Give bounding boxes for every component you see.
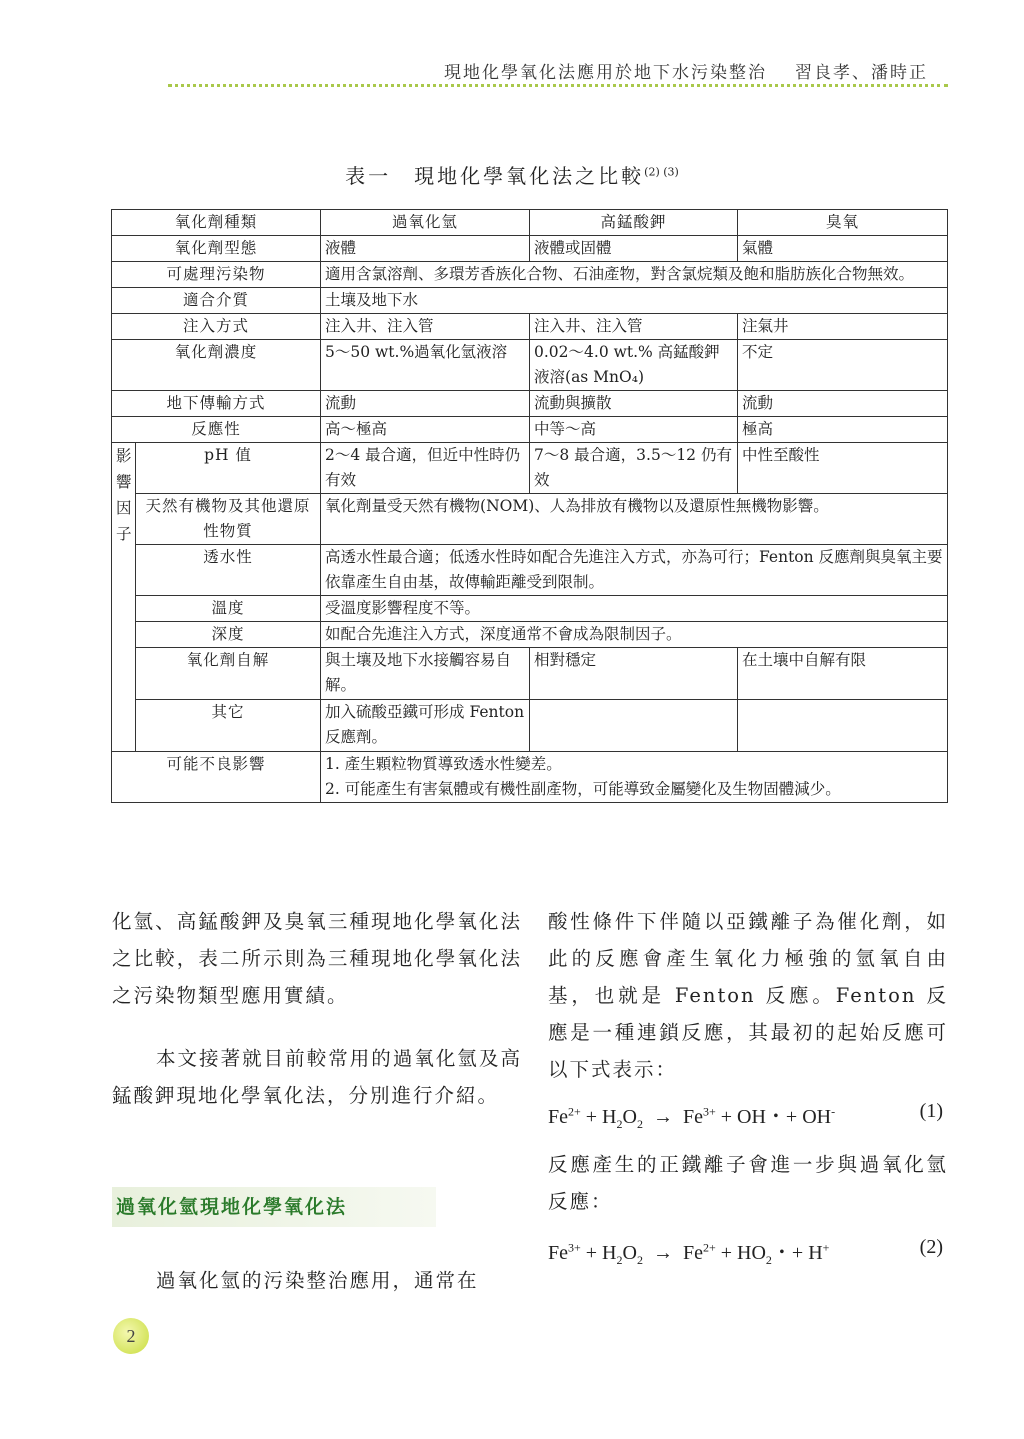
table-row: 溫度 受溫度影響程度不等。 <box>112 596 948 622</box>
left-column <box>112 903 522 1114</box>
adverse-item: 2. 可能產生有害氣體或有機性副產物，可能導致金屬變化及生物固體減少。 <box>325 780 841 798</box>
page-number: 2 <box>113 1318 149 1354</box>
adverse-item: 1. 產生顆粒物質導致透水性變差。 <box>325 755 562 773</box>
paragraph: 化氫、高錳酸鉀及臭氧三種現地化學氧化法之比較，表二所示則為三種現地化學氧化法之污染物類型應用實績。 <box>112 910 522 1007</box>
comparison-table <box>111 209 948 803</box>
table-row: 注入方式 注入井、注入管 注入井、注入管 注氣井 <box>112 314 948 340</box>
table-row: 氧化劑種類 過氧化氫 高錳酸鉀 臭氧 <box>112 210 948 236</box>
equation-number: (2) <box>919 1236 943 1258</box>
table-row: 透水性 高透水性最合適；低透水性時如配合先進注入方式，亦為可行；Fenton 反應劑與臭氧主要依靠產生自由基，故傳輸距離受到限制。 <box>112 545 948 596</box>
equation-number: (1) <box>919 1100 943 1122</box>
table-row: 氧化劑自解 與土壤及地下水接觸容易自解。 相對穩定 在土壤中自解有限 <box>112 648 948 700</box>
running-header <box>444 58 928 83</box>
paragraph: 酸性條件下伴隨以亞鐵離子為催化劑，如此的反應會產生氧化力極強的氫氧自由基，也就是 Fenton 反應。Fenton 反應是一種連鎖反應，其最初的起始反應可以下式表示： <box>548 910 948 1081</box>
paragraph: 本文接著就目前較常用的過氧化氫及高錳酸鉀現地化學氧化法，分別進行介紹。 <box>112 1047 522 1107</box>
section-heading: 過氧化氫現地化學氧化法 <box>112 1187 436 1227</box>
factor-label: 影 響 因 子 <box>112 443 136 752</box>
table-row: 適合介質 土壤及地下水 <box>112 288 948 314</box>
header-authors: 習良孝、潘時正 <box>795 63 928 83</box>
right-column-continued <box>548 1146 948 1220</box>
header-divider <box>168 84 948 87</box>
table-row: 其它 加入硫酸亞鐵可形成 Fenton 反應劑。 <box>112 700 948 752</box>
equation-2: $Fe^{3+} + H_2O_2 \to Fe^{2+} + HO_2$・+ H+ (2) <box>548 1236 943 1267</box>
table-row: 地下傳輸方式 流動 流動與擴散 流動 <box>112 391 948 417</box>
table-row: 可處理污染物 適用含氯溶劑、多環芳香族化合物、石油產物，對含氯烷類及飽和脂肪族化合物無效。 <box>112 262 948 288</box>
left-column-continued <box>112 1262 522 1299</box>
table-row: 可能不良影響 1. 產生顆粒物質導致透水性變差。 2. 可能產生有害氣體或有機性副產物，可能導致金屬變化及生物固體減少。 <box>112 752 948 803</box>
table-row: 影 響 因 子 pH 值 2～4 最合適，但近中性時仍有效 7～8 最合適，3.5～12 仍有效 中性至酸性 <box>112 443 948 494</box>
table-row: 天然有機物及其他還原性物質 氧化劑量受天然有機物(NOM)、人為排放有機物以及還原性無機物影響。 <box>112 494 948 545</box>
table-title: 表一 現地化學氧化法之比較$^{(2) (3)}$ <box>345 164 679 188</box>
table-row: 深度 如配合先進注入方式，深度通常不會成為限制因子。 <box>112 622 948 648</box>
table-row: 氧化劑濃度 5～50 wt.%過氧化氫液溶 0.02～4.0 wt.% 高錳酸鉀液溶(as MnO₄) 不定 <box>112 340 948 391</box>
table-row: 反應性 高～極高 中等～高 極高 <box>112 417 948 443</box>
table-title-refs: (2) (3) <box>644 165 679 179</box>
right-column <box>548 903 948 1088</box>
paragraph: 反應產生的正鐵離子會進一步與過氧化氫反應： <box>548 1153 948 1213</box>
table-row: 氧化劑型態 液體 液體或固體 氣體 <box>112 236 948 262</box>
paragraph: 過氧化氫的污染整治應用，通常在 <box>156 1269 479 1292</box>
header-title: 現地化學氧化法應用於地下水污染整治 <box>444 63 767 83</box>
equation-1: $Fe^{2+} + H_2O_2 \to Fe^{3+}$ + OH・+ OH- (1) <box>548 1100 943 1131</box>
